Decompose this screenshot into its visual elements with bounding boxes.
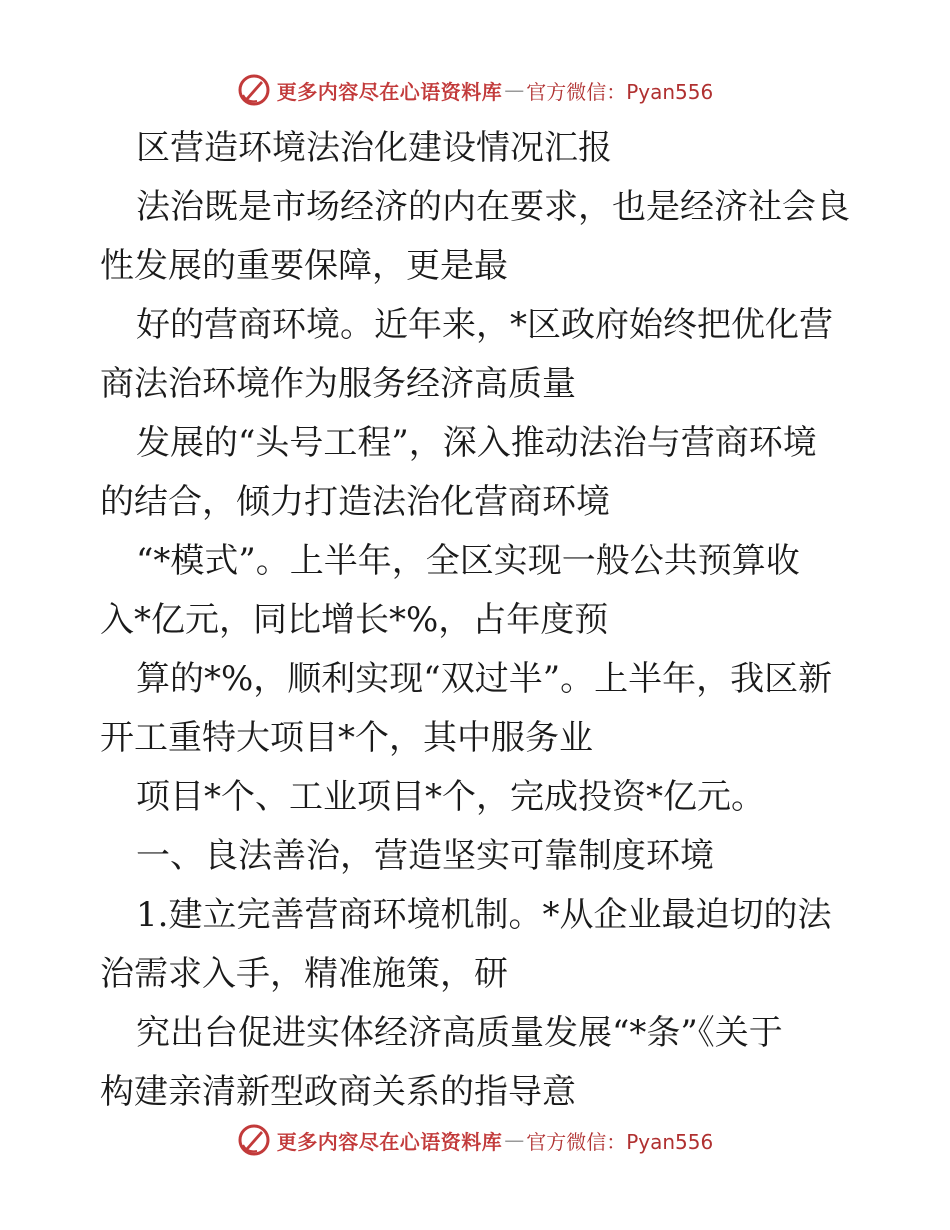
watermark-header xyxy=(0,70,950,110)
paragraph-line: 的结合，倾力打造法治化营商环境 xyxy=(100,482,610,522)
paragraph-line: “*模式”。上半年，全区实现一般公共预算收 xyxy=(136,541,800,581)
paragraph-line: 入*亿元，同比增长*%，占年度预 xyxy=(100,600,609,640)
watermark-wechat: 官方微信：Pyan556 xyxy=(526,79,714,104)
paragraph-line: 法治既是市场经济的内在要求，也是经济社会良 xyxy=(136,187,850,227)
watermark-footer xyxy=(0,1120,950,1160)
quill-pen-logo-icon xyxy=(237,73,271,107)
paragraph-line: 开工重特大项目*个，其中服务业 xyxy=(100,718,593,758)
paragraph-line: 构建亲清新型政商关系的指导意 xyxy=(100,1072,576,1112)
watermark-wechat: 官方微信：Pyan556 xyxy=(526,1129,714,1154)
section-heading: 一、良法善治，营造坚实可靠制度环境 xyxy=(136,836,714,876)
quill-pen-logo-icon xyxy=(237,1123,271,1157)
paragraph-line: 发展的“头号工程”，深入推动法治与营商环境 xyxy=(136,423,817,463)
watermark-title: 更多内容尽在心语资料库 xyxy=(276,79,503,104)
paragraph-line: 究出台促进实体经济高质量发展“*条”《关于 xyxy=(136,1013,783,1053)
paragraph-line: 项目*个、工业项目*个，完成投资*亿元。 xyxy=(136,777,765,817)
paragraph-line: 治需求入手，精准施策，研 xyxy=(100,954,508,994)
watermark-dash: — xyxy=(504,1128,525,1152)
paragraph-line: 1.建立完善营商环境机制。*从企业最迫切的法 xyxy=(136,895,832,935)
paragraph-line: 性发展的重要保障，更是最 xyxy=(100,246,508,286)
paragraph-line: 商法治环境作为服务经济高质量 xyxy=(100,364,576,404)
watermark-title: 更多内容尽在心语资料库 xyxy=(276,1129,503,1154)
document-title: 区营造环境法治化建设情况汇报 xyxy=(136,128,612,168)
paragraph-line: 算的*%，顺利实现“双过半”。上半年，我区新 xyxy=(136,659,833,699)
paragraph-line: 好的营商环境。近年来，*区政府始终把优化营 xyxy=(136,305,833,345)
watermark-dash: — xyxy=(504,78,525,102)
